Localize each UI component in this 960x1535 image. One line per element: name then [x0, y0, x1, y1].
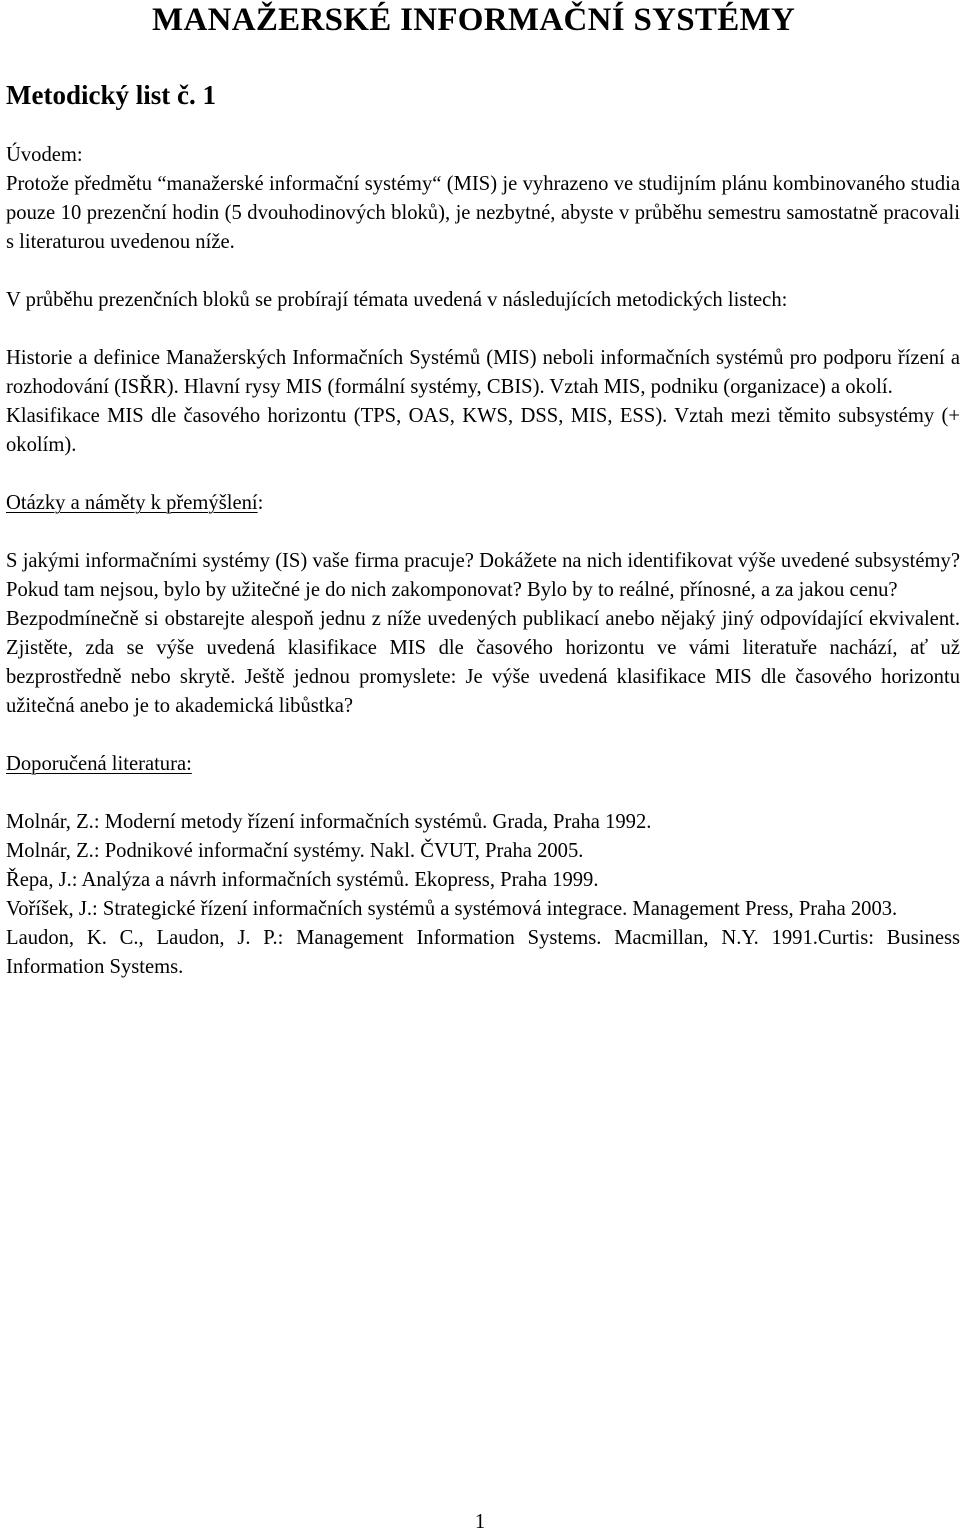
document-title: MANAŽERSKÉ INFORMAČNÍ SYSTÉMY: [152, 2, 796, 38]
spacer: [6, 315, 960, 344]
reference-item: Molnár, Z.: Podnikové informační systémy. Nakl. ČVUT, Praha 2005.: [6, 840, 584, 862]
intro-paragraph: Protože předmětu “manažerské informační systémy“ (MIS) je vyhrazeno ve studijním plánu kombinovaného studia pouze 10 prezenční hodin (5 dvouhodinových bloků), je nezbytné, abyste v průběhu semestru samostatně pracovali s literaturou uvedenou níže.: [6, 173, 960, 253]
literature-heading-line: [6, 750, 960, 779]
literature-heading: Doporučená literatura:: [6, 753, 192, 775]
spacer: [6, 257, 960, 286]
topics-paragraph-1: Historie a definice Manažerských Informačních Systémů (MIS) neboli informačních systémů pro podporu řízení a rozhodování (ISŘR). Hlavní rysy MIS (formální systémy, CBIS). Vztah MIS, podniku (organizace) a okolí.: [6, 347, 960, 398]
topics-paragraph-2: Klasifikace MIS dle časového horizontu (TPS, OAS, KWS, DSS, MIS, ESS). Vztah mezi těmito subsystémy (+ okolím).: [6, 405, 960, 456]
document-body: [6, 141, 960, 982]
spacer: [6, 779, 960, 808]
questions-paragraph-1: S jakými informačními systémy (IS) vaše firma pracuje? Dokážete na nich identifikovat výše uvedené subsystémy? Pokud tam nejsou, bylo by užitečné je do nich zakomponovat? Bylo by to reálné, přínosné, a za jakou cenu?: [6, 550, 960, 601]
questions-paragraph-2: Bezpodmínečně si obstarejte alespoň jednu z níže uvedených publikací anebo nějaký jiný odpovídající ekvivalent. Zjistěte, zda se výše uvedená klasifikace MIS dle časového horizontu ve vámi literatuře nachází, ať už bezprostředně nebo skrytě. Ještě jednou promyslete: Je výše uvedená klasifikace MIS dle časového horizontu užitečná anebo je to akademická libůstka?: [6, 608, 960, 717]
questions-heading-suffix: :: [257, 492, 264, 514]
questions-heading-line: [6, 489, 960, 518]
spacer: [6, 518, 960, 547]
reference-item: Voříšek, J.: Strategické řízení informačních systémů a systémová integrace. Management Press, Praha 2003.: [6, 898, 898, 920]
spacer: [6, 460, 960, 489]
topics-intro: V průběhu prezenčních bloků se probírají témata uvedená v následujících metodických listech:: [6, 289, 788, 311]
reference-item: Molnár, Z.: Moderní metody řízení informačních systémů. Grada, Praha 1992.: [6, 811, 652, 833]
questions-heading: Otázky a náměty k přemýšlení: [6, 492, 258, 514]
document-subtitle: Metodický list č. 1: [6, 80, 216, 110]
intro-heading: Úvodem:: [6, 144, 83, 166]
reference-item: Řepa, J.: Analýza a návrh informačních systémů. Ekopress, Praha 1999.: [6, 869, 599, 891]
page-number: 1: [474, 1511, 486, 1533]
reference-item: Laudon, K. C., Laudon, J. P.: Management Information Systems. Macmillan, N.Y. 1991.Curtis: Business Information Systems.: [6, 927, 960, 978]
spacer: [6, 721, 960, 750]
